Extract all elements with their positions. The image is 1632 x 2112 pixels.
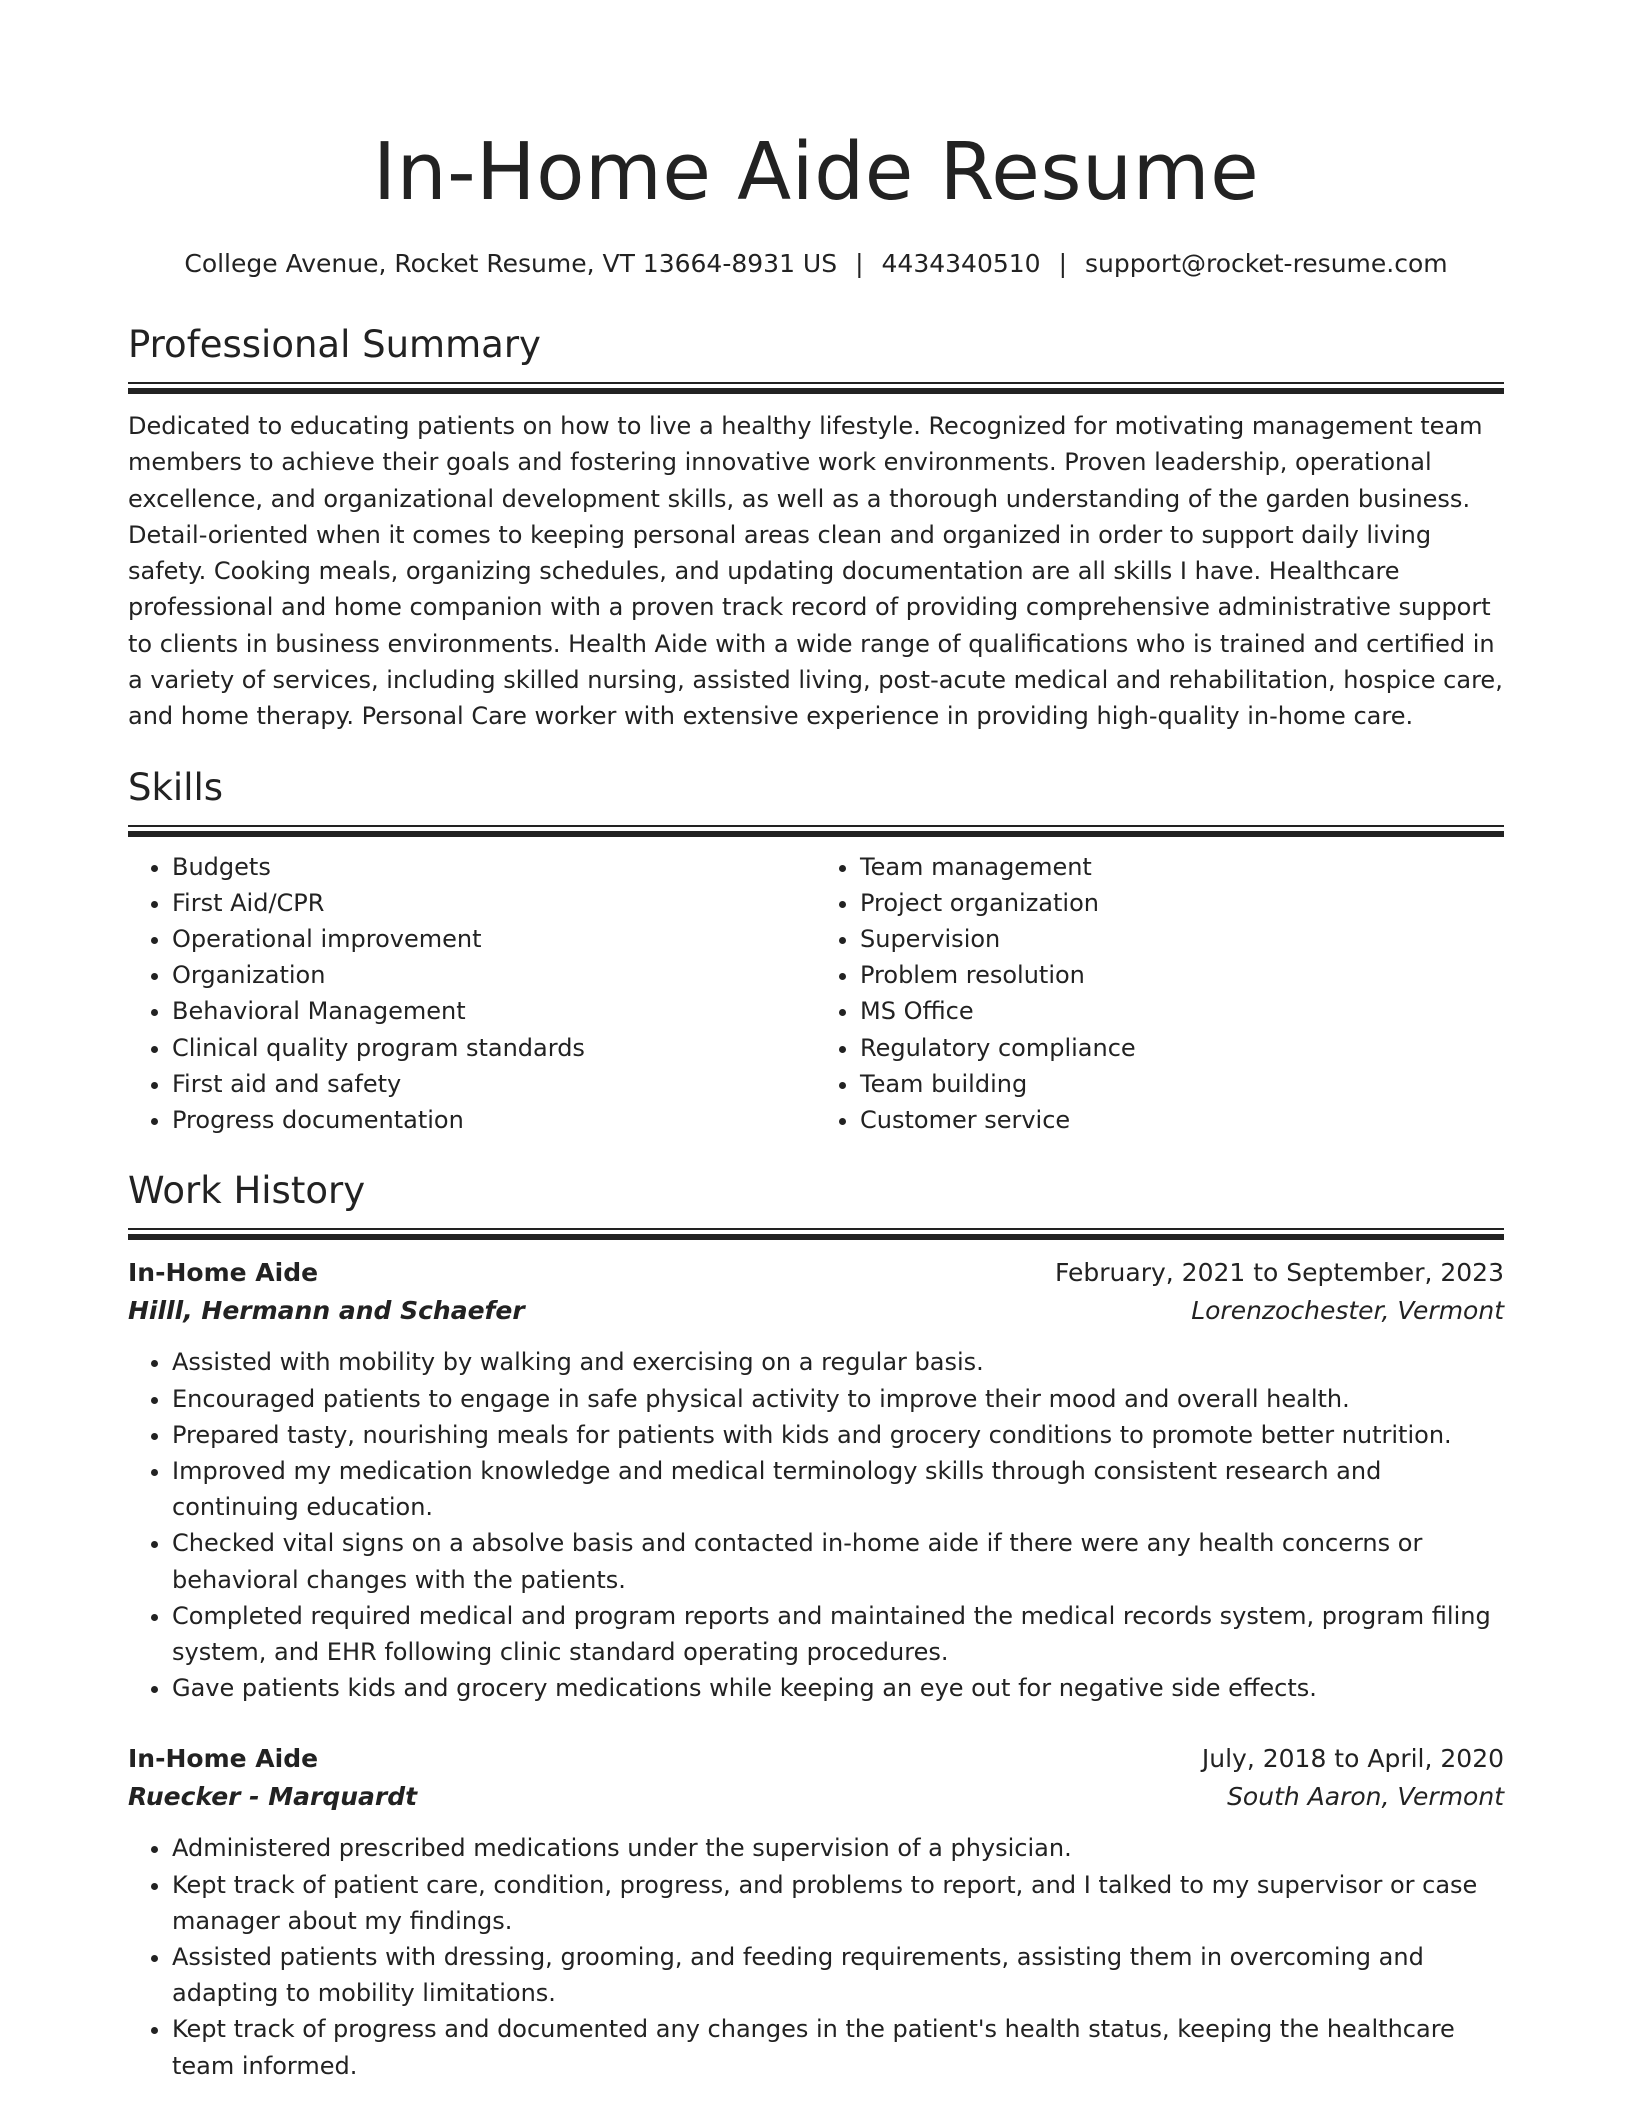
skill-item: • Progress documentation [172, 1102, 816, 1138]
skill-item: • Clinical quality program standards [172, 1030, 816, 1066]
skill-item: • Budgets [172, 849, 816, 885]
job-header-row [128, 1740, 1504, 1778]
skills-left-list [128, 849, 816, 1139]
skills-section [128, 763, 1504, 1139]
skills-right-list [816, 849, 1504, 1139]
summary-text: Dedicated to educating patients on how to live a healthy lifestyle. Recognized for motivating management team members to achieve their goals and fostering innovative work environments. Proven leadership, operational excellence, and organizational development skills, as well as a thorough understanding of the garden business. Detail-oriented when it comes to keeping personal areas clean and organized in order to support daily living safety. Cooking meals, organizing schedules, and updating documentation are all skills I have. Healthcare professional and home companion with a proven track record of providing comprehensive administrative support to clients in business environments. Health Aide with a wide range of qualifications who is trained and certified in a variety of services, including skilled nursing, assisted living, post-acute medical and rehabilitation, hospice care, and home therapy. Personal Care worker with extensive experience in providing high-quality in-home care. [128, 412, 1503, 731]
job-duty-item: • Assisted with mobility by walking and exercising on a regular basis. [172, 1344, 1504, 1380]
job-duty-item: • Kept track of patient care, condition, progress, and problems to report, and I talked to my supervisor or case manager about my findings. [172, 1867, 1504, 1939]
summary-heading: Professional Summary [128, 323, 541, 366]
job-list [128, 1254, 1504, 2083]
section-divider [128, 825, 1504, 837]
skills-heading: Skills [128, 765, 224, 809]
job-title: In-Home Aide [128, 1258, 319, 1288]
skill-item: • Behavioral Management [172, 993, 816, 1029]
job-duty-item: • Administered prescribed medications under the supervision of a physician. [172, 1830, 1504, 1866]
resume-title: In-Home Aide Resume [372, 126, 1260, 218]
job-location: Lorenzochester, Vermont [1191, 1296, 1504, 1326]
resume-page [128, 0, 1504, 2084]
job-duty-item: • Completed required medical and program reports and maintained the medical records system, program filing system, and EHR following clinic standard operating procedures. [172, 1598, 1504, 1670]
job-company-row [128, 1292, 1504, 1330]
job-entry [128, 1740, 1504, 2083]
job-dates: July, 2018 to April, 2020 [1201, 1744, 1504, 1774]
job-entry [128, 1254, 1504, 1706]
job-duties-list [128, 1344, 1504, 1706]
work-section [128, 1166, 1504, 2083]
job-title: In-Home Aide [128, 1744, 319, 1774]
job-header-row [128, 1254, 1504, 1292]
job-company: Ruecker - Marquardt [128, 1782, 418, 1812]
contact-email: support@rocket-resume.com [1085, 249, 1448, 278]
job-duty-item: • Encouraged patients to engage in safe physical activity to improve their mood and overall health. [172, 1381, 1504, 1417]
contact-address: College Avenue, Rocket Resume, VT 13664-8931 US [184, 249, 838, 278]
job-dates: February, 2021 to September, 2023 [1055, 1258, 1504, 1288]
skill-item: • Regulatory compliance [860, 1030, 1504, 1066]
skill-item: • Team building [860, 1066, 1504, 1102]
job-company-row [128, 1778, 1504, 1816]
skill-item: • First aid and safety [172, 1066, 816, 1102]
section-divider [128, 382, 1504, 394]
skill-item: • Operational improvement [172, 921, 816, 957]
skill-item: • First Aid/CPR [172, 885, 816, 921]
job-duty-item: • Assisted patients with dressing, grooming, and feeding requirements, assisting them in overcoming and adapting to mobility limitations. [172, 1939, 1504, 2011]
job-duty-item: • Improved my medication knowledge and medical terminology skills through consistent research and continuing education. [172, 1453, 1504, 1525]
job-duty-item: • Kept track of progress and documented any changes in the patient's health status, keeping the healthcare team informed. [172, 2011, 1504, 2083]
contact-separator: | [1058, 249, 1068, 278]
job-company: Hilll, Hermann and Schaefer [128, 1296, 525, 1326]
skills-columns [128, 849, 1504, 1139]
summary-section [128, 320, 1504, 735]
skill-item: • MS Office [860, 993, 1504, 1029]
skill-item: • Project organization [860, 885, 1504, 921]
skill-item: • Customer service [860, 1102, 1504, 1138]
contact-phone: 4434340510 [881, 249, 1041, 278]
skill-item: • Organization [172, 957, 816, 993]
job-duties-list [128, 1830, 1504, 2083]
skill-item: • Supervision [860, 921, 1504, 957]
job-location: South Aaron, Vermont [1227, 1782, 1504, 1812]
contact-separator: | [855, 249, 864, 278]
job-duty-item: • Prepared tasty, nourishing meals for patients with kids and grocery conditions to promote better nutrition. [172, 1417, 1504, 1453]
skill-item: • Team management [860, 849, 1504, 885]
job-duty-item: • Gave patients kids and grocery medications while keeping an eye out for negative side effects. [172, 1670, 1504, 1706]
contact-line [128, 246, 1504, 282]
section-divider [128, 1228, 1504, 1240]
work-heading: Work History [128, 1169, 366, 1213]
job-duty-item: • Checked vital signs on a absolve basis and contacted in-home aide if there were any health concerns or behavioral changes with the patients. [172, 1525, 1504, 1597]
skill-item: • Problem resolution [860, 957, 1504, 993]
